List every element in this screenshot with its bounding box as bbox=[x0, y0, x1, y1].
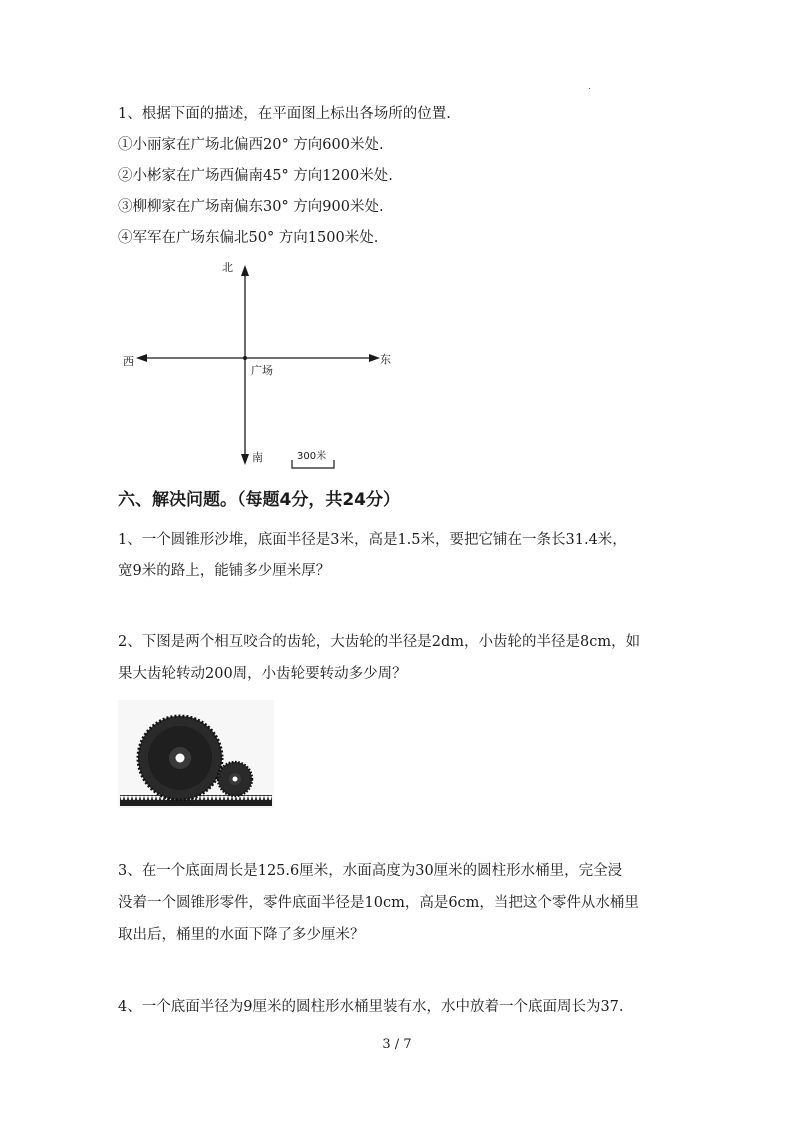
problem-2-line-2: 果大齿轮转动200周，小齿轮要转动多少周？ bbox=[118, 666, 407, 682]
problem-3-line-3: 取出后，桶里的水面下降了多少厘米？ bbox=[118, 927, 365, 943]
problem-2-line-1: 2、下图是两个相互咬合的齿轮，大齿轮的半径是2dm，小齿轮的半径是8cm，如 bbox=[118, 634, 641, 650]
east-arrowhead bbox=[369, 354, 380, 362]
problem-4-line-1: 4、一个底面半径为9厘米的圆柱形水桶里装有水，水中放着一个底面周长为37. bbox=[118, 999, 624, 1015]
west-arrowhead bbox=[136, 354, 147, 362]
question1-item-1: ①小丽家在广场北偏西20° 方向600米处. bbox=[118, 137, 384, 153]
gear-rack bbox=[120, 800, 272, 806]
east-label: 东 bbox=[380, 353, 391, 366]
north-arrowhead bbox=[241, 265, 249, 276]
north-label: 北 bbox=[222, 261, 233, 274]
question1-item-2: ②小彬家在广场西偏南45° 方向1200米处. bbox=[118, 168, 393, 184]
large-gear-axle-hole bbox=[176, 754, 185, 763]
page-number: 3 / 7 bbox=[382, 1037, 412, 1052]
question1-item-3: ③柳柳家在广场南偏东30° 方向900米处. bbox=[118, 199, 384, 215]
west-label: 西 bbox=[123, 355, 134, 368]
section-heading: 六、解决问题。（每题4分，共24分） bbox=[118, 490, 400, 510]
problem-3-line-1: 3、在一个底面周长是125.6厘米，水面高度为30厘米的圆柱形水桶里，完全浸 bbox=[118, 863, 623, 879]
south-arrowhead bbox=[241, 454, 249, 465]
small-gear-axle-hole bbox=[233, 777, 238, 782]
plaza-label: 广场 bbox=[251, 364, 273, 377]
gears-figure bbox=[118, 700, 274, 808]
problem-1-line-1: 1、一个圆锥形沙堆，底面半径是3米，高是1.5米，要把它铺在一条长31.4米， bbox=[118, 532, 627, 548]
problem-3-line-2: 没着一个圆锥形零件，零件底面半径是10cm，高是6cm，当把这个零件从水桶里 bbox=[118, 895, 639, 911]
scale-label: 300米 bbox=[297, 451, 327, 462]
problem-1-line-2: 宽9米的路上，能铺多少厘米厚？ bbox=[118, 563, 331, 579]
south-label: 南 bbox=[252, 451, 263, 464]
plaza-point bbox=[243, 356, 247, 360]
question1-title: 1、根据下面的描述，在平面图上标出各场所的位置. bbox=[118, 106, 451, 122]
question1-item-4: ④军军在广场东偏北50° 方向1500米处. bbox=[118, 230, 379, 246]
